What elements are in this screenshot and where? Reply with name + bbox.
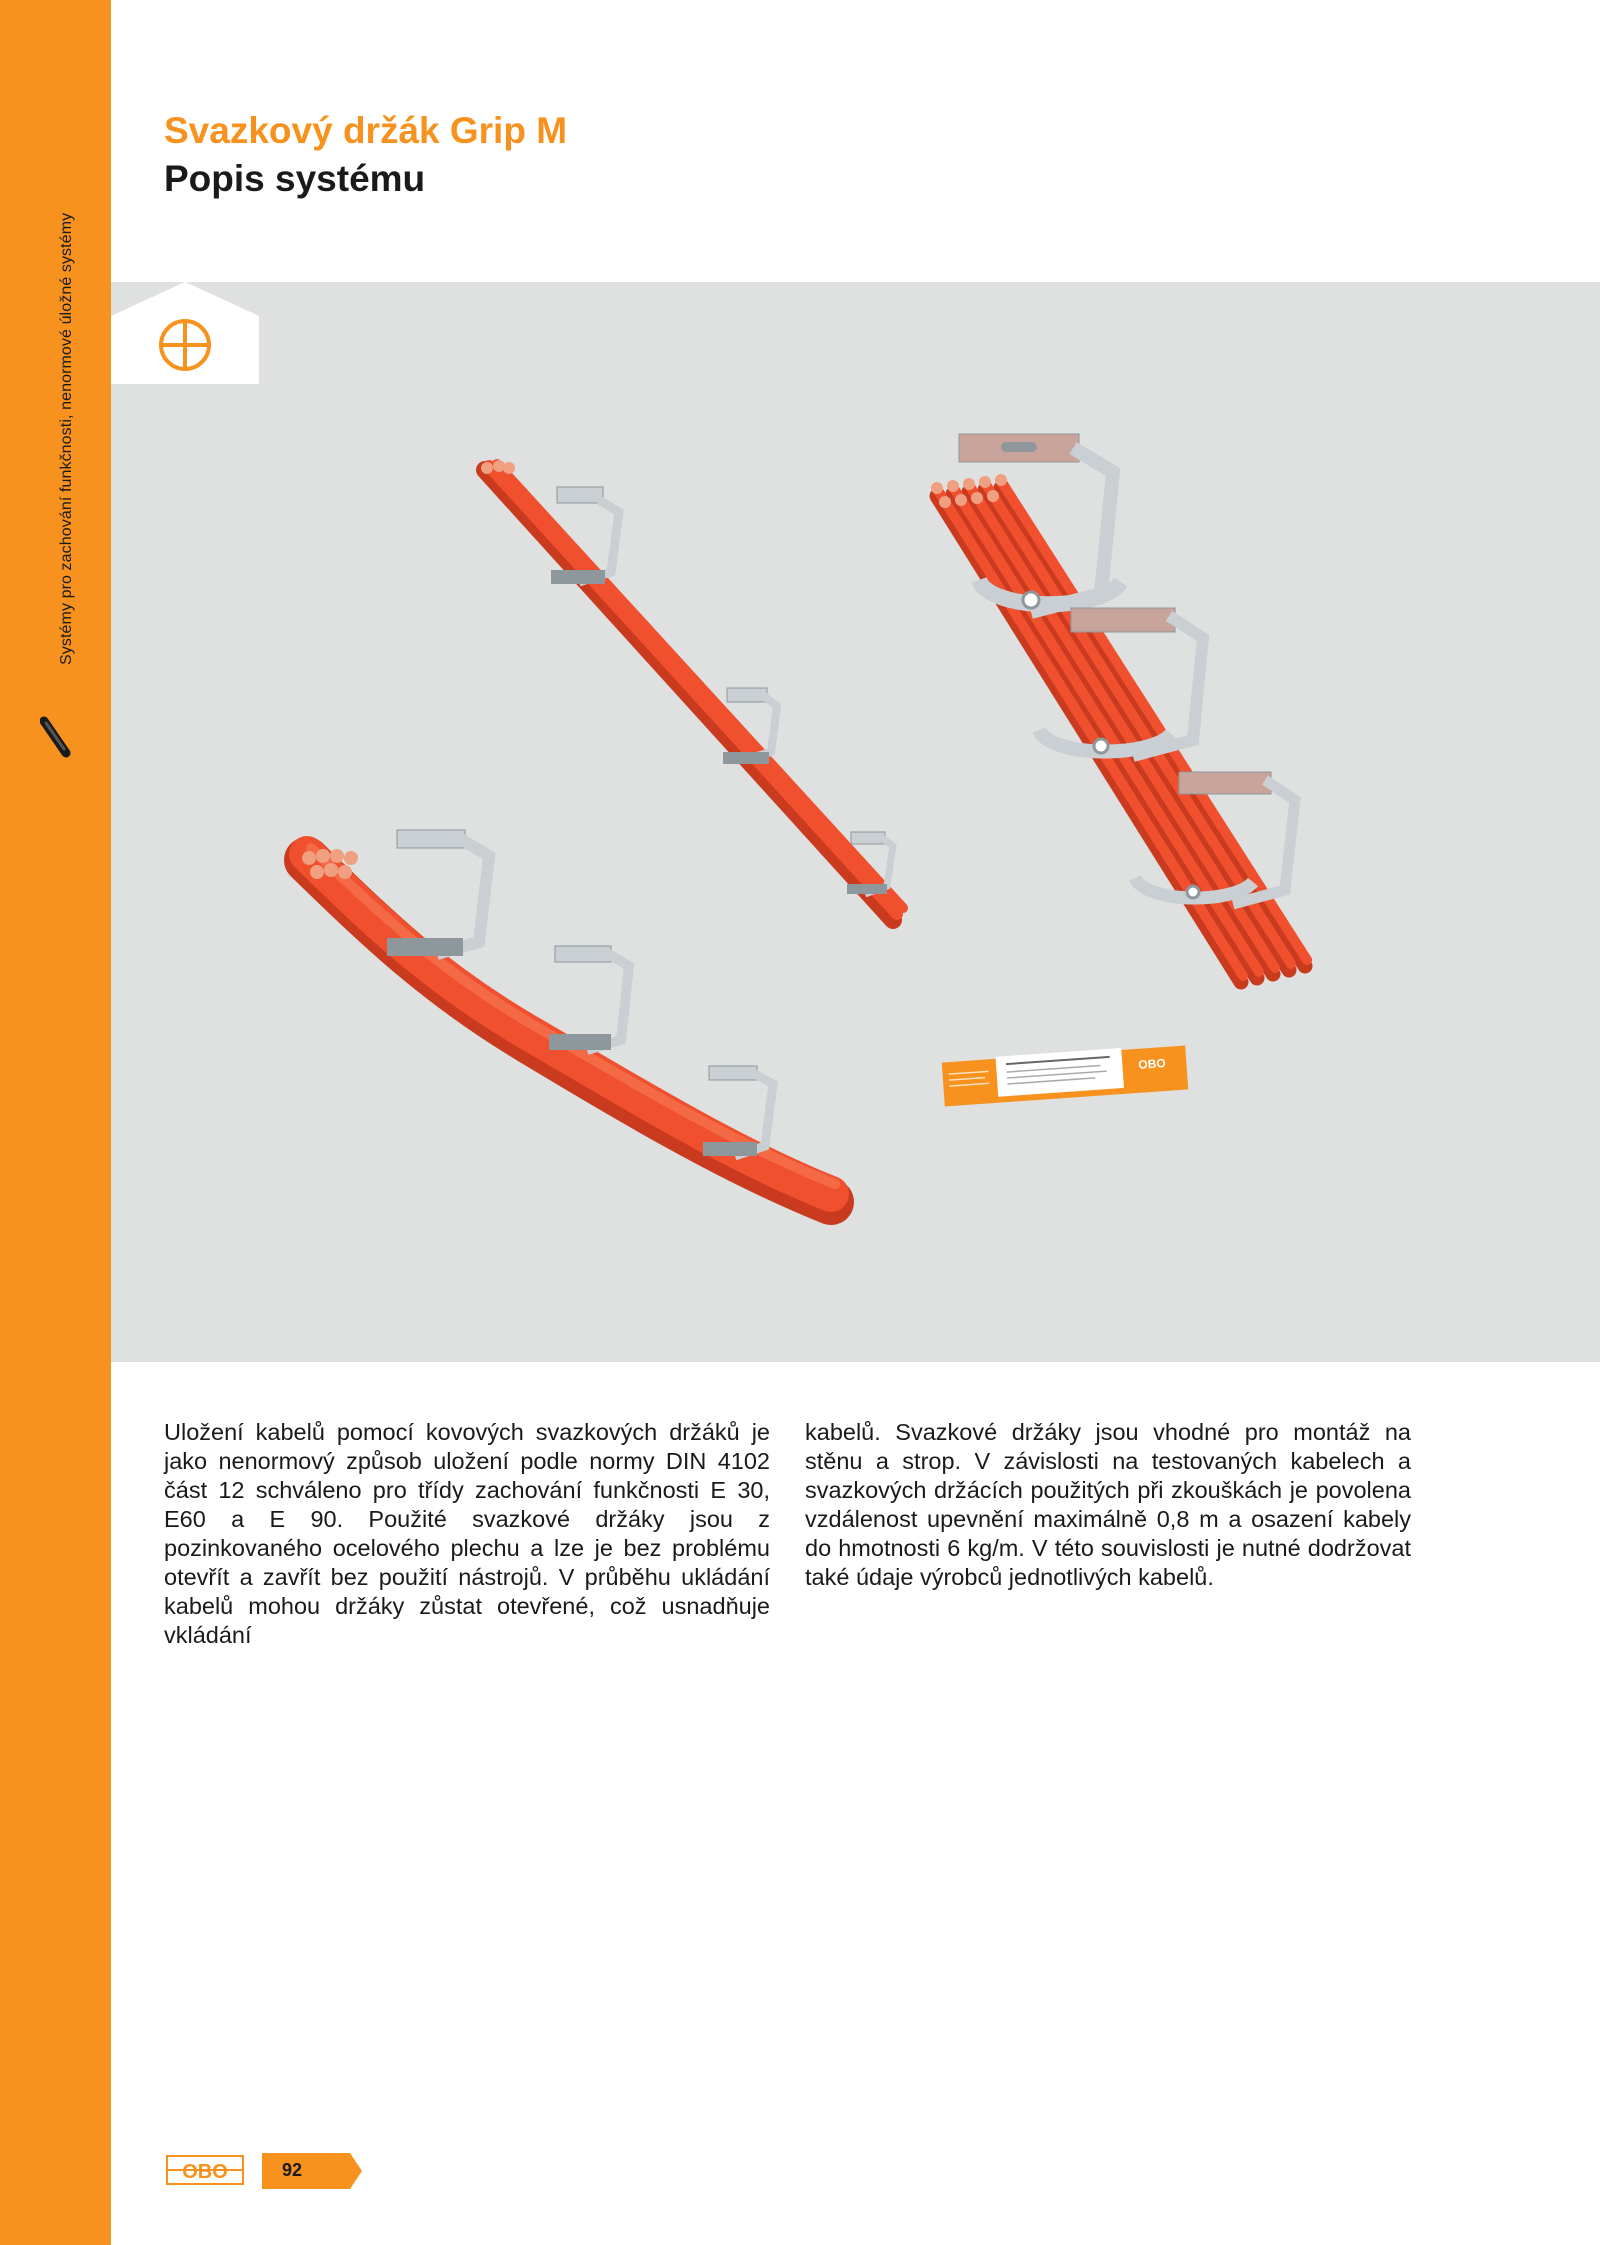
product-figure <box>111 282 1600 1362</box>
obo-logo <box>166 2155 244 2185</box>
sidebar-band <box>0 0 111 2245</box>
plus-tab <box>111 282 259 384</box>
body-text-right: kabelů. Svazkové držáky jsou vhodné pro montáž na stěnu a strop. V závislosti na testovaných kabelech a svazkových držácích použitých při zkouškách je povolena vzdálenost upevnění maximálně 0,8 m a osazení kabely do hmotnosti 6 kg/m. V této souvislosti je nutné dodržovat také údaje výrobců jednotlivých kabelů. <box>805 1419 1411 1590</box>
sidebar-section-label: Systémy pro zachování funkčnosti, nenormové úložné systémy <box>58 212 75 665</box>
label-brand-text: OBO <box>1137 1055 1167 1072</box>
bracket-2b <box>549 946 629 1050</box>
bracket-2c <box>703 1066 773 1156</box>
cable-trays-illustration <box>111 282 1600 1362</box>
page-subtitle: Popis systému <box>164 158 426 199</box>
logo-text: OBO <box>182 2161 228 2183</box>
cable-bundle-large <box>931 474 1307 982</box>
page-number: 92 <box>282 2160 303 2180</box>
body-text-left: Uložení kabelů pomocí kovových svazkových držáků je jako nenormový způsob uložení podle normy DIN 4102 část 12 schváleno pro třídy zachování funkčnosti E 30, E60 a E 90. Použité svazkové držáky jsou z pozinkovaného ocelového plechu a lze je bez problému otevřít a zavřít bez použití nástrojů. V průběhu ukládání kabelů mohou držáky zůstat otevřené, což usnadňuje vkládání <box>164 1419 770 1648</box>
cable-bundle-small <box>481 460 903 920</box>
product-label-box <box>942 1046 1188 1107</box>
page-number-badge <box>262 2153 362 2189</box>
page-title: Svazkový držák Grip M <box>164 110 568 151</box>
cable-icon <box>40 715 72 759</box>
